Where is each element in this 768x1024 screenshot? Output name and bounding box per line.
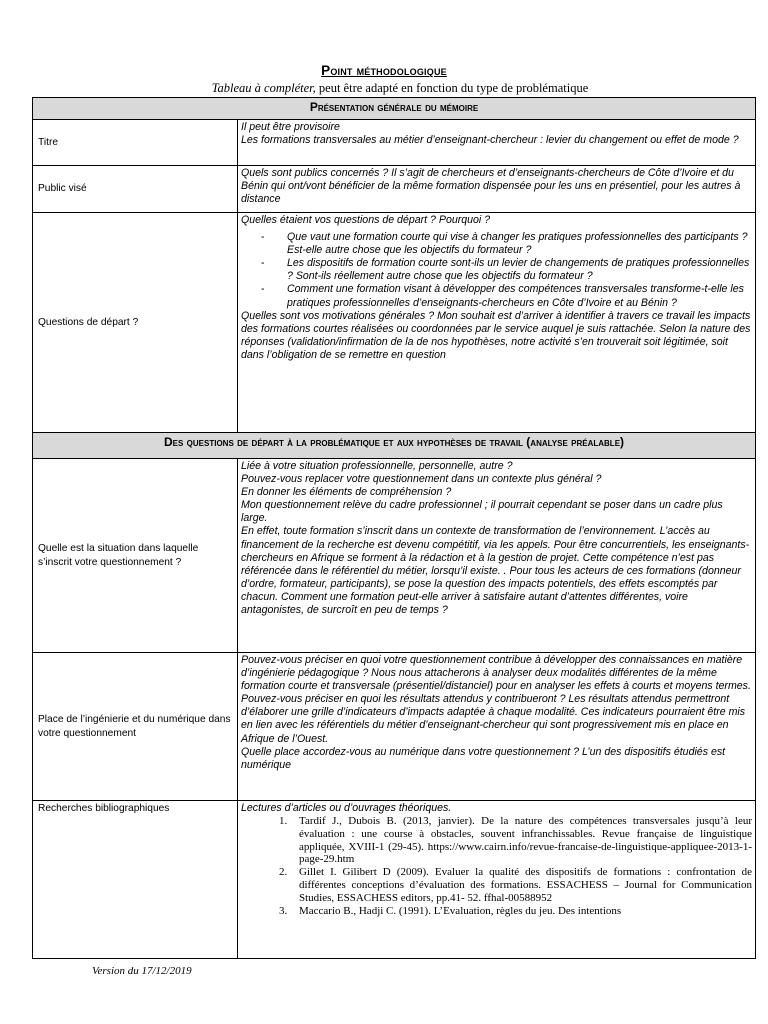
section-header-problematique: Des questions de départ à la problématique et aux hypothèses de travail (analyse préalable) bbox=[33, 433, 756, 459]
row-label-titre: Titre bbox=[33, 120, 238, 166]
row-content-public-vise bbox=[238, 166, 756, 213]
reference-text: Gillet I. Gilibert D (2009). Evaluer la qualité des dispositifs de formations : confrontation de différentes conceptions d’évaluation des formations. ESSACHESS – Journal for Communication Studies, ESSACHESS editors, pp.41- 52. ffhal-00588952 bbox=[299, 866, 753, 904]
version-footer: Version du 17/12/2019 bbox=[92, 965, 192, 977]
row-content-questions-depart bbox=[238, 213, 756, 433]
answer-line: Il peut être provisoire bbox=[241, 121, 340, 133]
row-label-ingenierie: Place de l’ingénierie et du numérique dans votre questionnement bbox=[33, 653, 238, 801]
answer-line: Liée à votre situation professionnelle, personnelle, autre ? bbox=[241, 460, 513, 472]
reference-text: Tardif J., Dubois B. (2013, janvier). De la nature des compétences transversales jusqu’à leur évaluation : une course à obstacles, souvent infranchissables. Revue française de linguistique appliquée, XVIII-1 (29-45). https://www.cairn.info/revue-francaise-de-linguistique-appliquee-2013-1-page-29.htm bbox=[299, 815, 753, 866]
answer-line: Quelles sont vos motivations générales ? Mon souhait est d’arriver à identifier à travers ce travail les impacts des formations courtes réalisées ou coordonnées par le service auquel je suis rattachée. Selon la nature des réponses (validation/infirmation de la de nos hypothèses, notre activité s’en trouverait soit légitimée, soit dans l’obligation de se remettre en question bbox=[241, 309, 751, 361]
row-content-titre bbox=[238, 120, 756, 166]
list-item: - Les dispositifs de formation courte sont-ils un levier de changements de pratiques professionnelles ? Sont-ils réellement autre chose que les objectifs du formateur ? bbox=[261, 257, 750, 283]
answer-line: Les formations transversales au métier d’enseignant-chercheur : levier du changement ou effet de mode ? bbox=[241, 134, 739, 147]
row-content-situation bbox=[238, 459, 756, 653]
row-label-public-vise: Public visé bbox=[33, 166, 238, 213]
answer-line: Mon questionnement relève du cadre professionnel ; il pourrait cependant se poser dans un cadre plus large. bbox=[241, 499, 723, 525]
answer-line: Pouvez-vous replacer votre questionnement dans un contexte plus général ? bbox=[241, 473, 602, 486]
reference-number: 1. bbox=[279, 815, 288, 828]
reference-item bbox=[241, 866, 752, 904]
section-header-presentation: Présentation générale du mémoire bbox=[33, 98, 756, 120]
question-text: Les dispositifs de formation courte sont-ils un levier de changements de pratiques professionnelles ? Sont-ils réellement autre chose que les objectifs du formateur ? bbox=[287, 257, 750, 283]
list-item: - Comment une formation visant à développer des compétences transversales transforme-t-elle les pratiques professionnelles d’enseignants-chercheurs en Côte d’Ivoire et au Bénin ? bbox=[261, 283, 744, 309]
answer-line: En donner les éléments de compréhension ? bbox=[241, 486, 452, 499]
reference-item bbox=[241, 905, 752, 918]
methodology-table bbox=[32, 97, 756, 959]
answer-line: Pouvez-vous préciser en quoi votre questionnement contribue à développer des connaissances en matière d’ingénierie pédagogique ? Nous nous attacherons à analyser deux modalités différentes de la même formation courte et transversale (présentiel/distanciel) pour en analyser les effets à courts et moyens termes. bbox=[241, 654, 751, 693]
answer-line: Lectures d’articles ou d’ouvrages théoriques. bbox=[241, 802, 452, 814]
row-label-bibliographie: Recherches bibliographiques bbox=[33, 801, 238, 959]
subtitle-rest: peut être adapté en fonction du type de problématique bbox=[315, 81, 589, 95]
row-content-bibliographie bbox=[238, 801, 756, 959]
reference-number: 3. bbox=[279, 904, 288, 917]
list-item: - Que vaut une formation courte qui vise à changer les pratiques professionnelles des participants ? Est-elle autre chose que les objectifs du formateur ? bbox=[261, 231, 748, 257]
row-content-ingenierie bbox=[238, 653, 756, 801]
row-label-questions-depart: Questions de départ ? bbox=[33, 213, 238, 433]
reference-item bbox=[241, 815, 752, 866]
document-title: Point méthodologique bbox=[321, 63, 447, 78]
reference-text: Maccario B., Hadji C. (1991). L’Evaluation, règles du jeu. Des intentions bbox=[299, 904, 622, 917]
reference-list bbox=[241, 815, 752, 917]
reference-number: 2. bbox=[279, 866, 288, 879]
answer-line: Quelles étaient vos questions de départ ? Pourquoi ? bbox=[241, 214, 491, 226]
answer-line: Quelle place accordez-vous au numérique dans votre questionnement ? L’un des dispositifs étudiés est numérique bbox=[241, 745, 726, 771]
answer-line: En effet, toute formation s’inscrit dans un contexte de transformation de l’environnement. L’accès au financement de la recherche est devenu compétitif, via les appels. Pour être concurrentiels, les enseignants-chercheurs en Afrique se forment à la rédaction et à la gestion de projet. Cette compétence n’est pas référencée dans le référentiel du métier, lorsqu’il existe. . Pour tous les acteurs de ces formations (donneur d’ordre, formateur, participants), se pose la question des impacts potentiels, des effets escomptés par chacun. Comment une formation peut-elle arriver à satisfaire autant d’attentes différentes, voire antagonistes, de surcroît en peu de temps ? bbox=[241, 525, 750, 617]
subtitle-italic: Tableau à compléter, bbox=[211, 81, 316, 95]
question-list bbox=[241, 231, 752, 310]
answer-line: Quels sont publics concernés ? Il s’agit de chercheurs et d’enseignants-chercheurs de Côte d’Ivoire et du Bénin qui ont/vont bénéficier de la même formation dispensée pour les uns en présentiel, pour les autres à distance bbox=[241, 167, 741, 206]
answer-line: Pouvez-vous préciser en quoi les résultats attendus y contribueront ? Les résultats attendus permettront d’élaborer une grille d’indicateurs d’impacts adaptée à chaque modalité. Ces indicateurs pourraient être mis en lien avec les référentiels du métier d’enseignant-chercheur qui sont progressivement mis en place en Afrique de l’Ouest. bbox=[241, 693, 746, 745]
question-text: Comment une formation visant à développer des compétences transversales transforme-t-elle les pratiques professionnelles d’enseignants-chercheurs en Côte d’Ivoire et au Bénin ? bbox=[287, 283, 744, 309]
document-subtitle bbox=[0, 81, 768, 96]
question-text: Que vaut une formation courte qui vise à changer les pratiques professionnelles des participants ? Est-elle autre chose que les objectifs du formateur ? bbox=[287, 231, 748, 257]
row-label-situation: Quelle est la situation dans laquelle s’inscrit votre questionnement ? bbox=[33, 459, 238, 653]
